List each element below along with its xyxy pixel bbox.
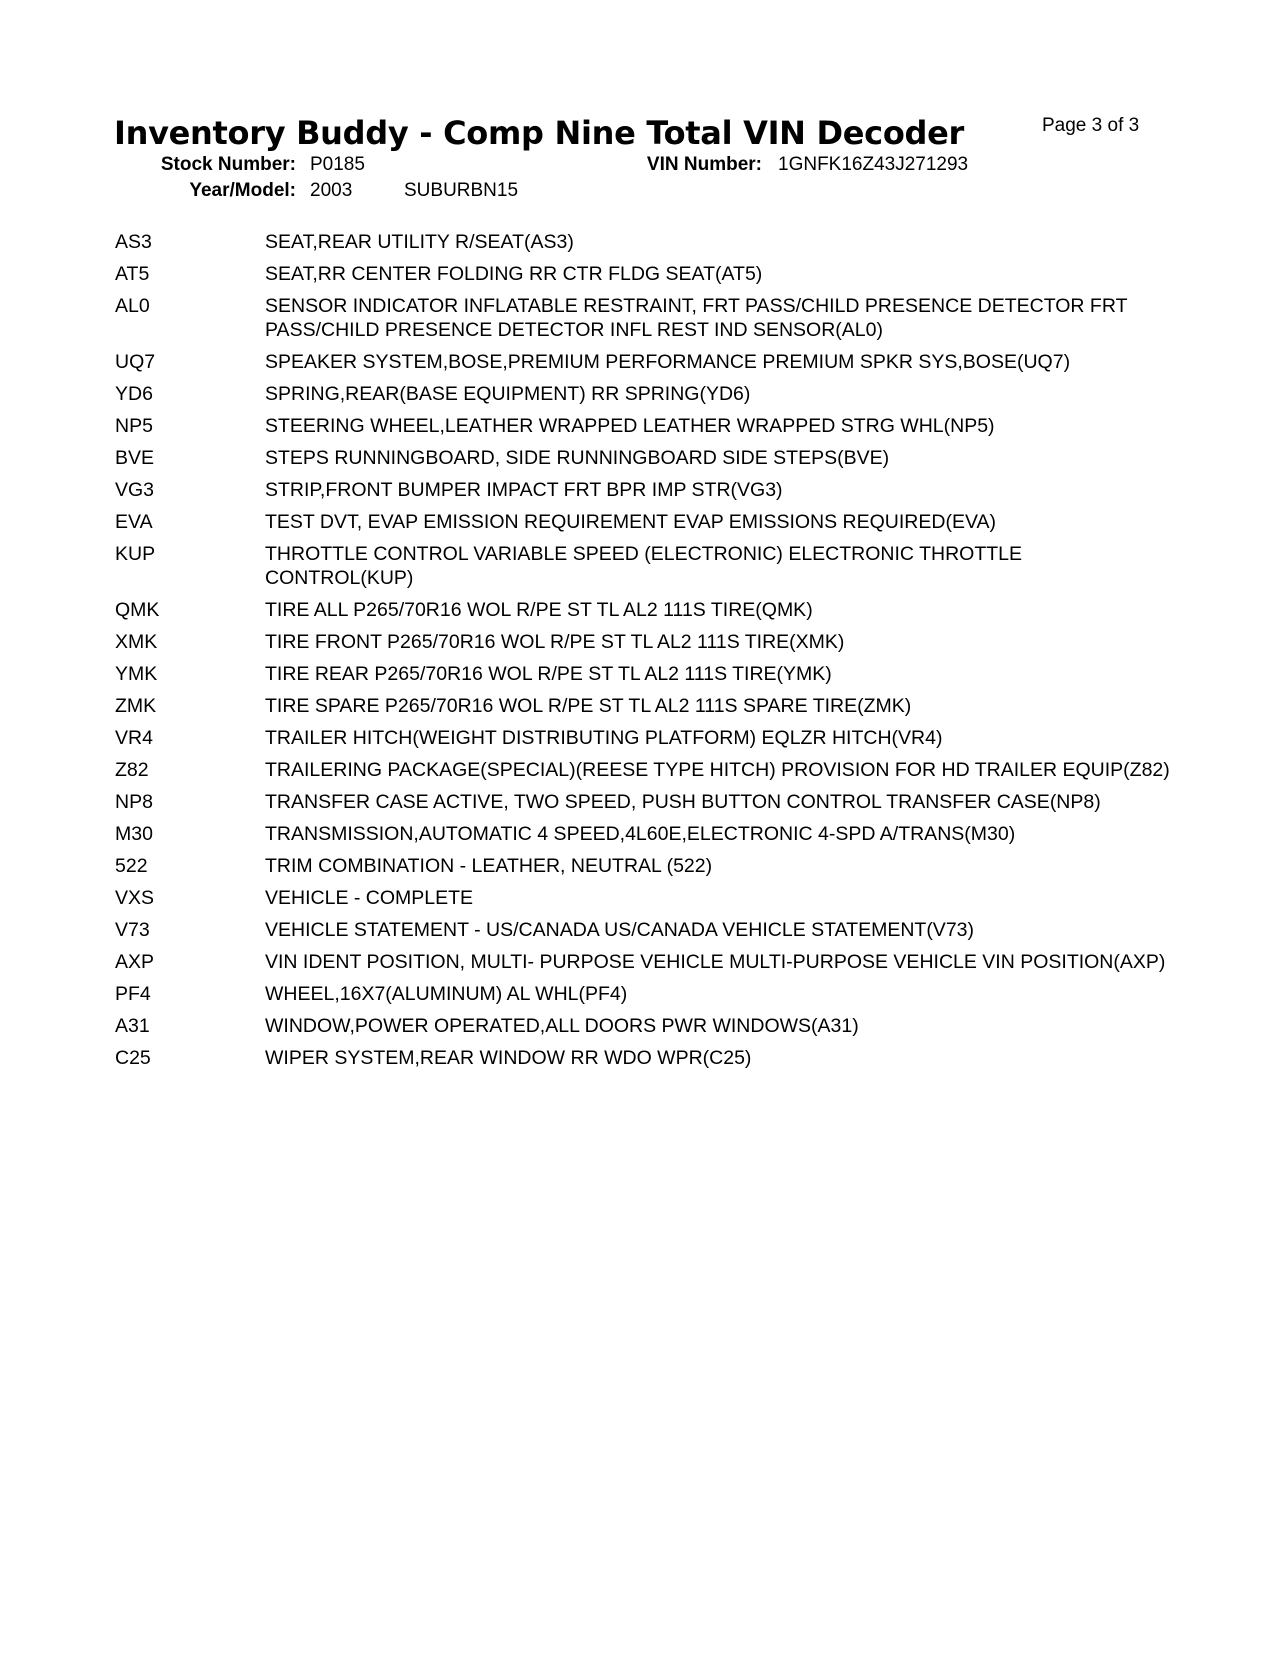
year-value: 2003 [310, 180, 353, 201]
option-code-row [115, 694, 1175, 718]
option-code: AL0 [115, 295, 150, 317]
option-code-row [115, 982, 1175, 1006]
option-code: AXP [115, 951, 155, 973]
option-code-row [115, 350, 1175, 374]
option-code-row [115, 382, 1175, 406]
option-code: C25 [115, 1047, 151, 1069]
vin-number-value: 1GNFK16Z43J271293 [778, 154, 969, 175]
option-code-row [115, 446, 1175, 470]
option-code-row [115, 294, 1175, 342]
option-code-row [115, 822, 1175, 846]
option-code: EVA [115, 511, 153, 533]
option-description: WHEEL,16X7(ALUMINUM) AL WHL(PF4) [265, 983, 628, 1005]
option-code: PF4 [115, 983, 151, 1005]
option-code: KUP [115, 543, 156, 565]
option-code: NP8 [115, 791, 153, 813]
option-code-row [115, 662, 1175, 686]
option-description: TIRE REAR P265/70R16 WOL R/PE ST TL AL2 111S TIRE(YMK) [265, 663, 832, 685]
option-description: TRIM COMBINATION - LEATHER, NEUTRAL (522) [265, 855, 713, 877]
option-description: TRANSMISSION,AUTOMATIC 4 SPEED,4L60E,ELECTRONIC 4-SPD A/TRANS(M30) [265, 823, 1016, 845]
option-code: BVE [115, 447, 155, 469]
option-code-row [115, 510, 1175, 534]
option-code-row [115, 262, 1175, 286]
year-model-label: Year/Model: [189, 180, 296, 201]
option-code: UQ7 [115, 351, 156, 373]
option-code-row [115, 1046, 1175, 1070]
option-description: SPEAKER SYSTEM,BOSE,PREMIUM PERFORMANCE PREMIUM SPKR SYS,BOSE(UQ7) [265, 351, 1071, 373]
option-description: TIRE ALL P265/70R16 WOL R/PE ST TL AL2 111S TIRE(QMK) [265, 599, 813, 621]
option-code: ZMK [115, 695, 157, 717]
option-code: A31 [115, 1015, 150, 1037]
option-code-row [115, 414, 1175, 438]
option-description: THROTTLE CONTROL VARIABLE SPEED (ELECTRONIC) ELECTRONIC THROTTLE CONTROL(KUP) [265, 543, 1022, 589]
option-code-row [115, 1014, 1175, 1038]
option-code: XMK [115, 631, 158, 653]
option-description: WIPER SYSTEM,REAR WINDOW RR WDO WPR(C25) [265, 1047, 752, 1069]
option-description: TRANSFER CASE ACTIVE, TWO SPEED, PUSH BUTTON CONTROL TRANSFER CASE(NP8) [265, 791, 1101, 813]
option-description: TEST DVT, EVAP EMISSION REQUIREMENT EVAP EMISSIONS REQUIRED(EVA) [265, 511, 997, 533]
option-code: AS3 [115, 231, 152, 253]
option-code: VXS [115, 887, 155, 909]
option-code: Z82 [115, 759, 149, 781]
option-code-row [115, 854, 1175, 878]
model-value: SUBURBN15 [404, 180, 519, 201]
option-code: YD6 [115, 383, 153, 405]
option-description: SPRING,REAR(BASE EQUIPMENT) RR SPRING(YD6) [265, 383, 751, 405]
option-code-row [115, 542, 1175, 590]
option-code-row [115, 758, 1175, 782]
option-code-row [115, 886, 1175, 910]
option-code: M30 [115, 823, 153, 845]
option-code-row [115, 230, 1175, 254]
stock-number-value: P0185 [310, 154, 365, 175]
option-description: TIRE SPARE P265/70R16 WOL R/PE ST TL AL2 111S SPARE TIRE(ZMK) [265, 695, 912, 717]
option-code: VR4 [115, 727, 153, 749]
option-description: SEAT,REAR UTILITY R/SEAT(AS3) [265, 231, 574, 253]
option-description: VEHICLE STATEMENT - US/CANADA US/CANADA VEHICLE STATEMENT(V73) [265, 919, 974, 941]
option-description: SEAT,RR CENTER FOLDING RR CTR FLDG SEAT(AT5) [265, 263, 763, 285]
option-code: VG3 [115, 479, 155, 501]
option-description: TIRE FRONT P265/70R16 WOL R/PE ST TL AL2 111S TIRE(XMK) [265, 631, 845, 653]
page-title: Inventory Buddy - Comp Nine Total VIN Decoder [114, 114, 965, 152]
option-code-row [115, 726, 1175, 750]
option-code: YMK [115, 663, 158, 685]
option-code-row [115, 790, 1175, 814]
option-code: V73 [115, 919, 150, 941]
option-code-row [115, 918, 1175, 942]
option-description: VIN IDENT POSITION, MULTI- PURPOSE VEHICLE MULTI-PURPOSE VEHICLE VIN POSITION(AXP) [265, 951, 1166, 973]
option-description: VEHICLE - COMPLETE [265, 887, 474, 909]
option-description: STRIP,FRONT BUMPER IMPACT FRT BPR IMP STR(VG3) [265, 479, 783, 501]
stock-number-label: Stock Number: [160, 154, 296, 175]
option-code: AT5 [115, 263, 150, 285]
option-code-row [115, 630, 1175, 654]
option-description: TRAILER HITCH(WEIGHT DISTRIBUTING PLATFORM) EQLZR HITCH(VR4) [265, 727, 943, 749]
option-code-list [115, 230, 1175, 1078]
option-code: 522 [115, 855, 148, 877]
option-code-row [115, 950, 1175, 974]
vin-number-label: VIN Number: [646, 154, 762, 175]
option-code: QMK [115, 599, 160, 621]
option-description: TRAILERING PACKAGE(SPECIAL)(REESE TYPE HITCH) PROVISION FOR HD TRAILER EQUIP(Z82) [265, 759, 1170, 781]
option-code: NP5 [115, 415, 153, 437]
page-number: Page 3 of 3 [1042, 115, 1140, 136]
option-code-row [115, 598, 1175, 622]
option-description: STEPS RUNNINGBOARD, SIDE RUNNINGBOARD SIDE STEPS(BVE) [265, 447, 890, 469]
option-description: SENSOR INDICATOR INFLATABLE RESTRAINT, FRT PASS/CHILD PRESENCE DETECTOR FRT PASS/CHILD PRESENCE DETECTOR INFL REST IND SENSOR(AL0) [265, 295, 1128, 341]
option-code-row [115, 478, 1175, 502]
option-description: STEERING WHEEL,LEATHER WRAPPED LEATHER WRAPPED STRG WHL(NP5) [265, 415, 995, 437]
option-description: WINDOW,POWER OPERATED,ALL DOORS PWR WINDOWS(A31) [265, 1015, 859, 1037]
